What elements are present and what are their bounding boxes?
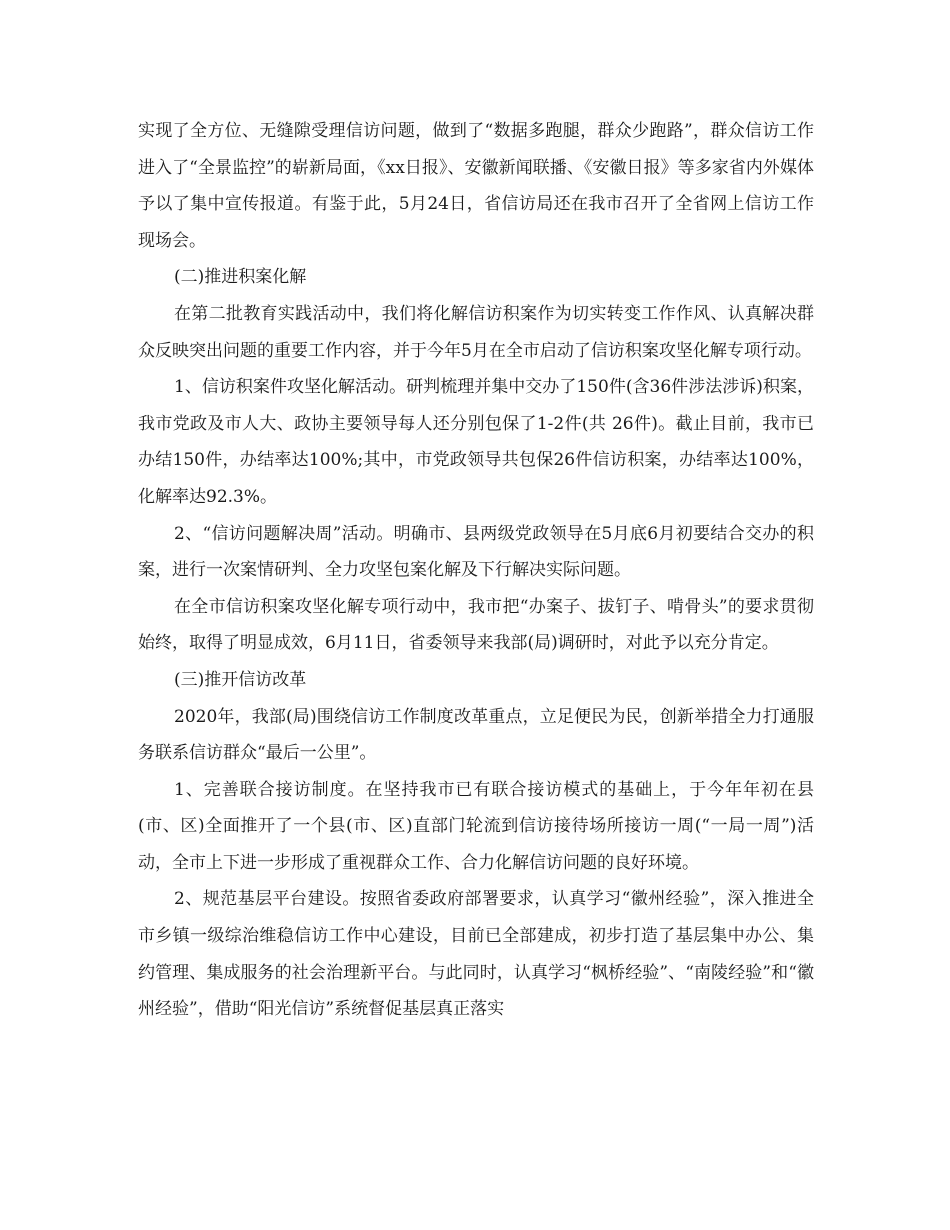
document-body [138, 113, 814, 1028]
section-heading-3: (三)推开信访改革 [174, 669, 307, 690]
paragraph: 在全市信访积案攻坚化解专项行动中，我市把“办案子、拔钉子、啃骨头”的要求贯彻始终，取得了明显成效，6月11日，省委领导来我部(局)调研时，对此予以充分肯定。 [138, 596, 814, 654]
paragraph: 2020年，我部(局)围绕信访工作制度改革重点，立足便民为民，创新举措全力打通服务联系信访群众“最后一公里”。 [138, 706, 814, 764]
paragraph: 1、信访积案件攻坚化解活动。研判梳理并集中交办了150件(含36件涉法涉诉)积案，我市党政及市人大、政协主要领导每人还分别包保了1-2件(共 26件)。截止目前，我市已办结150件，办结率达100%;其中，市党政领导共包保26件信访积案，办结率达100%，化解率达92.3%。 [138, 377, 814, 507]
paragraph: 1、完善联合接访制度。在坚持我市已有联合接访模式的基础上，于今年年初在县(市、区)全面推开了一个县(市、区)直部门轮流到信访接待场所接访一周(“一局一周”)活动，全市上下进一步形成了重视群众工作、合力化解信访问题的良好环境。 [138, 779, 814, 873]
paragraph: 在第二批教育实践活动中，我们将化解信访积案作为切实转变工作作风、认真解决群众反映突出问题的重要工作内容，并于今年5月在全市启动了信访积案攻坚化解专项行动。 [138, 303, 814, 361]
paragraph-continuation: 实现了全方位、无缝隙受理信访问题，做到了“数据多跑腿，群众少跑路”，群众信访工作进入了“全景监控”的崭新局面，《xx日报》、安徽新闻联播、《安徽日报》等多家省内外媒体予以了集中宣传报道。有鉴于此，5月24日，省信访局还在我市召开了全省网上信访工作现场会。 [138, 121, 814, 251]
paragraph: 2、“信访问题解决周”活动。明确市、县两级党政领导在5月底6月初要结合交办的积案，进行一次案情研判、全力攻坚包案化解及下行解决实际问题。 [138, 523, 814, 581]
section-heading-2: (二)推进积案化解 [174, 267, 307, 288]
paragraph: 2、规范基层平台建设。按照省委政府部署要求，认真学习“徽州经验”，深入推进全市乡镇一级综治维稳信访工作中心建设，目前已全部建成，初步打造了基层集中办公、集约管理、集成服务的社会治理新平台。与此同时，认真学习“枫桥经验”、“南陵经验”和“徽州经验”，借助“阳光信访”系统督促基层真正落实 [138, 889, 814, 1020]
